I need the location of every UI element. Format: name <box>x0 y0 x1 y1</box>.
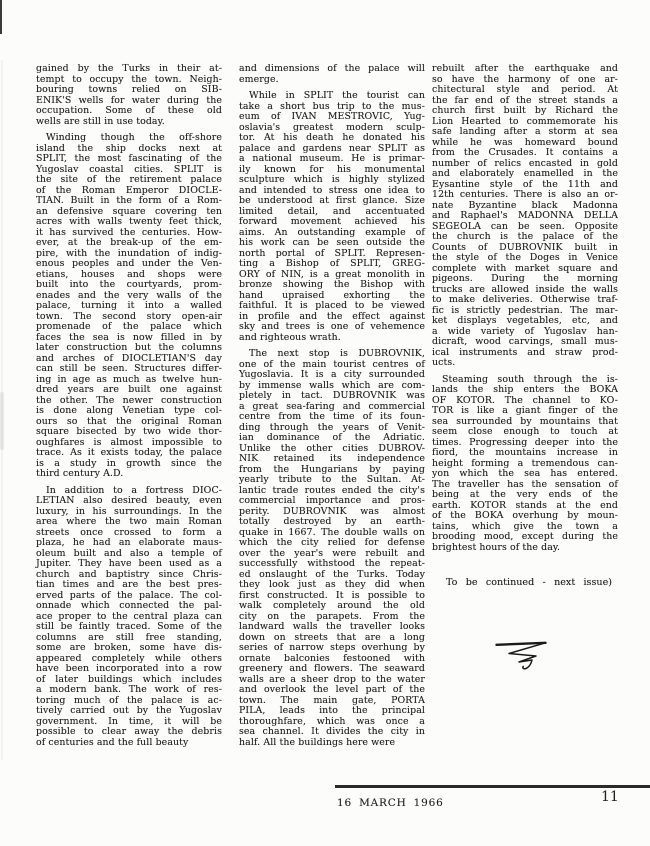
text-line: fic is strictly pedestrian. The mar- <box>432 304 618 316</box>
text-line: first constructed. It is possible to <box>239 589 425 601</box>
text-line: ed onslaught of the Turks. Today <box>239 568 425 580</box>
text-line: the church is the palace of the <box>432 231 618 242</box>
text-line: NIK retained its independence <box>239 453 425 464</box>
text-line: ily known for his monumental <box>239 163 425 175</box>
text-line: square bisected by two wide thor- <box>36 426 222 437</box>
text-line: sea channel. It divides the city in <box>239 726 425 737</box>
text-line: of the Roman Emperor DIOCLE- <box>36 184 222 196</box>
text-line: eum of IVAN MESTROVIC, Yug- <box>239 111 425 122</box>
text-line: have been incorporated into a row <box>36 663 222 674</box>
text-line: wells are still in use today. <box>36 115 165 127</box>
text-line: ing in age as much as twelve hun- <box>36 373 222 385</box>
text-line: Steaming south through the is- <box>442 373 618 385</box>
text-line: of centuries and the full beauty <box>36 736 189 748</box>
text-line: thoroughfare, which was once a <box>239 715 425 727</box>
text-line: walk completely around the old <box>239 600 425 611</box>
text-line: a modern bank. The work of res- <box>36 684 222 695</box>
text-line: height forming a tremendous can- <box>432 457 618 469</box>
text-line: of the BOKA overhung by moun- <box>432 510 618 521</box>
paragraph <box>36 486 222 749</box>
text-line: his work can be seen outside the <box>239 237 425 248</box>
text-line: onnade which connected the pal- <box>36 600 222 611</box>
text-line: times. Progressing deeper into the <box>432 436 618 448</box>
text-line: palace and gardens near SPLIT as <box>239 142 425 154</box>
text-line: can still be seen. Structures differ- <box>36 363 222 374</box>
text-line: trucks are allowed inside the walls <box>432 283 618 295</box>
text-line: plaza, he had an elaborate maus- <box>36 537 222 548</box>
footer-rule <box>335 785 650 788</box>
text-line: yearly tribute to the Sultan. At- <box>239 474 425 485</box>
scan-artifact-top-left <box>0 0 2 34</box>
text-line: SEGEOLA can be seen. Opposite <box>432 220 618 232</box>
text-line: enades and the very walls of the <box>36 289 222 301</box>
text-line: church first built by Richard the <box>432 105 618 116</box>
text-line: perity. DUBROVNIK was almost <box>239 505 425 517</box>
text-line: city on the parapets. From the <box>239 610 425 622</box>
text-line: luxury, in his surroundings. In the <box>36 505 222 517</box>
text-line: safe landing after a storm at sea <box>432 126 618 137</box>
text-line: TIAN. Built in the form of a Rom- <box>36 195 222 206</box>
text-line: the site of the retirement palace <box>36 174 222 185</box>
text-line: Eysantine style of the 11th and <box>432 178 618 190</box>
text-line: take a short bus trip to the mus- <box>239 100 425 112</box>
text-line: PILA, leads into the principal <box>239 705 425 716</box>
text-line: commercial importance and pros- <box>239 495 425 506</box>
text-line: possible to clear away the debris <box>36 726 222 737</box>
text-line: complete with market square and <box>432 262 618 274</box>
text-line: over the year's were rebuilt and <box>239 547 425 559</box>
text-line: limited detail, and accentuated <box>239 205 425 217</box>
text-line: government. In time, it will be <box>36 715 222 727</box>
text-line: built into the courtyards, prom- <box>36 279 222 290</box>
paragraph <box>432 64 618 369</box>
text-line: ace proper to the central plaza can <box>36 610 222 622</box>
text-line: one of the main tourist centres of <box>239 358 425 370</box>
text-line: palace, turning it into a walled <box>36 300 222 311</box>
text-line: and Raphael's MADONNA DELLA <box>432 210 618 221</box>
text-line: forward movement achieved his <box>239 216 425 227</box>
text-line: to make deliveries. Otherwise traf- <box>432 294 618 305</box>
text-line: acres with walls twenty feet thick, <box>36 216 222 227</box>
text-line: by immense walls which are com- <box>239 379 425 391</box>
text-line: quake in 1667. The double walls on <box>239 526 425 538</box>
text-line: erved parts of the palace. The col- <box>36 589 222 601</box>
text-line: streets once crossed to form a <box>36 526 222 538</box>
signature-mark <box>492 637 554 675</box>
text-line: north portal of SPLIT. Represen- <box>239 247 425 259</box>
text-line: ical instruments and straw prod- <box>432 346 618 358</box>
text-line: fiord, the mountains increase in <box>432 447 618 458</box>
footer-date: 16 MARCH 1966 <box>337 797 444 809</box>
text-line: oslavia's greatest modern sculp- <box>239 121 425 133</box>
text-line: while he was homeward bound <box>432 136 618 148</box>
text-line: etians, houses and shops were <box>36 268 222 280</box>
text-line: be understood at first glance. Size <box>239 195 425 206</box>
text-line: ORY of NIN, is a great monolith in <box>239 268 425 280</box>
text-line: tian times and are the best pres- <box>36 579 222 590</box>
text-line: In addition to a fortress DIOC- <box>46 484 222 496</box>
text-line: church and baptistry since Chris- <box>36 568 222 580</box>
text-line: island the ship docks next at <box>36 142 222 154</box>
text-line: Lion Hearted to commemorate his <box>432 115 618 127</box>
text-column-1 <box>36 64 222 748</box>
text-line: and overlook the level part of the <box>239 684 425 695</box>
text-line: dred years are built one against <box>36 384 222 395</box>
text-line: later construction but the columns <box>36 342 222 353</box>
text-line: seem close enough to touch at <box>432 426 618 437</box>
text-line: ket displays vegetables, etc, and <box>432 315 618 326</box>
text-line: lantic trade routes ended the city's <box>239 484 425 496</box>
text-line: still be faintly traced. Some of the <box>36 621 222 632</box>
text-line: from the Hungarians by paying <box>239 463 425 475</box>
text-line: Yugoslavia. It is a city surrounded <box>239 369 425 380</box>
text-line: OF KOTOR. The channel to KO- <box>432 394 618 406</box>
text-line: earth. KOTOR stands at the end <box>432 499 618 511</box>
text-line: TOR is like a giant finger of the <box>432 405 618 416</box>
text-line: 12th centuries. There is also an or- <box>432 189 618 200</box>
text-line: number of relics encasted in gold <box>432 157 618 169</box>
text-line: dicraft, wood carvings, small mus- <box>432 336 618 347</box>
text-line: chitectural style and period. At <box>432 84 618 95</box>
text-line: ENIK'S wells for water during the <box>36 94 222 106</box>
text-line: third century A.D. <box>36 468 124 479</box>
continuation-note: To be continued - next issue) <box>446 577 612 588</box>
text-line: tor. At his death he donated his <box>239 132 425 143</box>
paragraph <box>36 133 222 480</box>
text-line: Yugoslav coastal cities. SPLIT is <box>36 163 222 175</box>
text-line: ding through the years of Venit- <box>239 421 425 433</box>
text-line: sculpture which is highly stylized <box>239 174 425 185</box>
text-line: Jupiter. They have been used as a <box>36 558 222 569</box>
text-line: in profile and the effect against <box>239 310 425 322</box>
text-line: occupation. Some of these old <box>36 105 222 116</box>
text-line: tempt to occupy the town. Neigh- <box>36 73 222 85</box>
text-line: landward walls the traveller looks <box>239 621 425 632</box>
text-line: yon which the sea has entered. <box>432 468 618 479</box>
text-line: walls are a sheer drop to the water <box>239 673 425 685</box>
text-line: sea surrounded by mountains that <box>432 415 618 427</box>
text-line: ever, at the break-up of the em- <box>36 237 222 248</box>
text-line: half. All the buildings here were <box>239 736 396 748</box>
text-line: and intended to stress one idea to <box>239 184 425 196</box>
text-line: columns are still free standing, <box>36 631 222 643</box>
text-line: and dimensions of the palace will <box>239 63 425 74</box>
text-line: which the city relied for defense <box>239 537 425 548</box>
paragraph <box>239 91 425 343</box>
text-column-3 <box>432 64 618 553</box>
text-line: pigeons. During the morning <box>432 273 618 284</box>
text-line: totally destroyed by an earth- <box>239 516 425 527</box>
text-line: hand upraised exhorting the <box>239 289 425 301</box>
text-line: town. The main gate, PORTA <box>239 694 425 706</box>
text-line: Unlike the other cities DUBROV- <box>239 442 425 454</box>
scan-artifact-left-smudge <box>0 392 4 450</box>
text-line: is done along Venetian type col- <box>36 405 222 416</box>
text-line: brightest hours of the day. <box>432 541 561 553</box>
text-line: some are broken, some have dis- <box>36 642 222 653</box>
text-line: pletely in tact. DUBROVNIK was <box>239 390 425 401</box>
text-line: toring much of the palace is ac- <box>36 694 222 706</box>
text-line: ours so that the original Roman <box>36 415 222 427</box>
text-line: brooding mood, except during the <box>432 531 618 542</box>
text-line: nate Byzantine black Madonna <box>432 199 618 211</box>
text-line: rebuilt after the earthquake and <box>432 63 618 74</box>
text-line: and arches of DIOCLETIAN'S day <box>36 352 222 364</box>
text-line: gained by the Turks in their at- <box>36 63 222 74</box>
text-line: aims. An outstanding example of <box>239 226 425 238</box>
text-line: Winding though the off-shore <box>46 132 222 143</box>
text-line: ornate balconies festooned with <box>239 652 425 664</box>
text-column-2 <box>239 64 425 748</box>
text-line: greenery and flowers. The seaward <box>239 663 425 674</box>
text-line: enous peoples and under the Ven- <box>36 258 222 269</box>
text-line: area where the two main Roman <box>36 516 222 527</box>
text-line: Counts of DUBROVNIK built in <box>432 241 618 253</box>
text-line: of later buildings which includes <box>36 673 222 685</box>
paragraph <box>36 64 222 127</box>
text-line: the far end of the street stands a <box>432 94 618 106</box>
text-line: a wide variety of Yugoslav han- <box>432 325 618 337</box>
text-line: promenade of the palace which <box>36 321 222 332</box>
text-line: from the Crusades. It contains a <box>432 147 618 158</box>
text-line: ian dominance of the Adriatic. <box>239 432 425 443</box>
text-line: pire, with the inundation of indig- <box>36 247 222 259</box>
text-line: they look just as they did when <box>239 579 425 590</box>
text-line: a national museum. He is primar- <box>239 153 425 164</box>
text-line: faces the sea is now filled in by <box>36 331 222 343</box>
text-line: the style of the Doges in Venice <box>432 252 618 263</box>
text-line: appeared completely while others <box>36 652 222 664</box>
text-line: successfully withstood the repeat- <box>239 558 425 569</box>
text-line: ting a Bishop of SPLIT, GREG- <box>239 258 425 269</box>
text-line: down on streets that are a long <box>239 631 425 643</box>
paragraph <box>239 64 425 85</box>
text-line: tains, which give the town a <box>432 520 618 532</box>
text-line: series of narrow steps overhung by <box>239 642 425 653</box>
text-line: The traveller has the sensation of <box>432 478 618 490</box>
text-line: lands the ship enters the BOKA <box>432 384 618 395</box>
text-line: a great sea-faring and commercial <box>239 400 425 412</box>
text-line: it has survived the centuries. How- <box>36 226 222 238</box>
text-line: is a study in growth since the <box>36 457 222 469</box>
text-line: oughfares is almost impossible to <box>36 436 222 448</box>
text-line: The next stop is DUBROVNIK, <box>249 348 425 359</box>
text-line: so have the harmony of one ar- <box>432 73 618 85</box>
text-line: LETIAN also desired beauty, even <box>36 495 222 506</box>
text-line: and elaborately enamelled in the <box>432 168 618 179</box>
text-line: the other. The newer construction <box>36 394 222 406</box>
text-line: faithful. It is placed to be viewed <box>239 300 425 311</box>
page-number: 11 <box>601 789 619 805</box>
text-line: While in SPLIT the tourist can <box>249 90 425 101</box>
text-line: being at the very ends of the <box>432 489 618 500</box>
text-line: and righteous wrath. <box>239 331 341 343</box>
text-line: an defensive square covering ten <box>36 205 222 217</box>
text-line: oleum built and also a temple of <box>36 547 222 559</box>
paragraph <box>432 375 618 554</box>
text-line: tively carried out by the Yugoslav <box>36 705 222 716</box>
text-line: ucts. <box>432 357 456 368</box>
paragraph <box>239 349 425 748</box>
text-line: SPLIT, the most fascinating of the <box>36 153 222 164</box>
text-line: sky and trees is one of vehemence <box>239 321 425 332</box>
text-line: trace. As it exists today, the palace <box>36 447 222 458</box>
text-line: bronze showing the Bishop with <box>239 279 425 290</box>
text-line: emerge. <box>239 73 279 85</box>
text-line: town. The second story open-air <box>36 310 222 322</box>
text-line: centre from the time of its foun- <box>239 411 425 422</box>
text-line: bouring towns relied on SIB- <box>36 84 222 95</box>
